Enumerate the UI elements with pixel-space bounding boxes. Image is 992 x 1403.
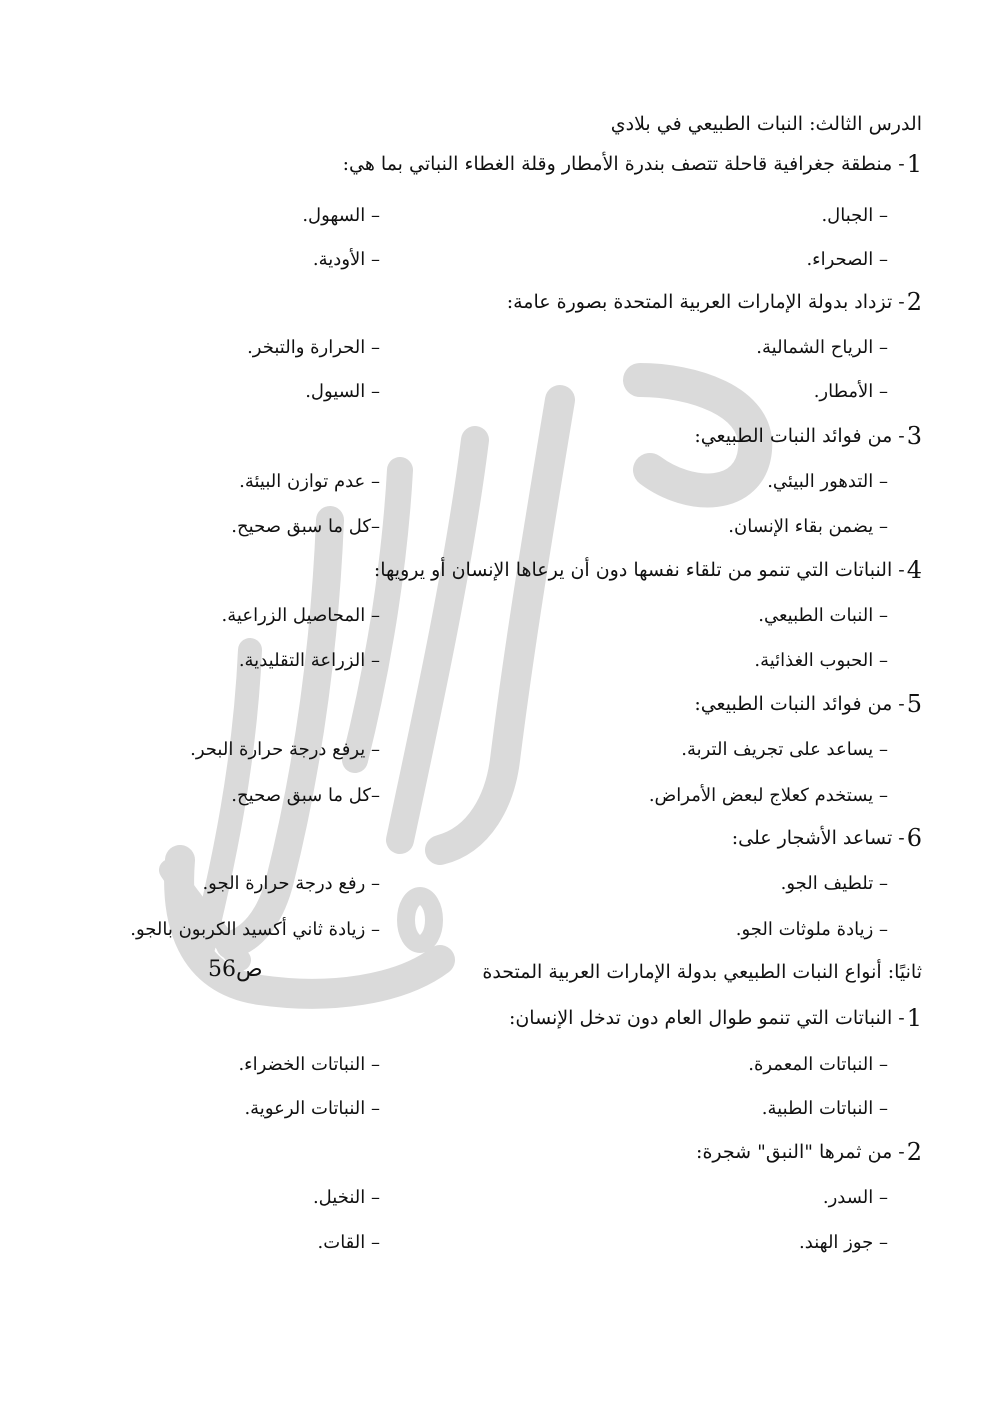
option: – زيادة ملوثات الجو. (735, 919, 888, 940)
question-6 (732, 826, 922, 850)
question-number: 3 (906, 422, 922, 450)
question-5 (694, 692, 922, 716)
option: – النبات الطبيعي. (758, 605, 888, 626)
option: – الحبوب الغذائية. (754, 650, 888, 671)
section-heading: ثانيًا: أنواع النبات الطبيعي بدولة الإمارات العربية المتحدة (482, 961, 922, 983)
question-1 (343, 152, 922, 176)
option: – السهول. (302, 205, 380, 226)
question-number: 5 (906, 690, 922, 718)
option: – يستخدم كعلاج لبعض الأمراض. (648, 785, 888, 806)
option: – النباتات الخضراء. (238, 1054, 380, 1075)
option: – يضمن بقاء الإنسان. (728, 516, 888, 537)
question-text: - تساعد الأشجار على: (731, 827, 905, 849)
option: – المحاصيل الزراعية. (221, 605, 380, 626)
option: – السدر. (822, 1187, 888, 1208)
option: – الجبال. (821, 205, 888, 226)
option: – الصحراء. (806, 249, 888, 270)
option: – رفع درجة حرارة الجو. (202, 873, 380, 894)
option: –كل ما سبق صحيح. (231, 516, 380, 537)
option: – الرياح الشمالية. (756, 337, 888, 358)
option: –كل ما سبق صحيح. (231, 785, 380, 806)
option: – النباتات الطبية. (761, 1098, 888, 1119)
option: – النباتات الرعوية. (244, 1098, 380, 1119)
page-title: الدرس الثالث: النبات الطبيعي في بلادي (610, 113, 922, 135)
question-text: - تزداد بدولة الإمارات العربية المتحدة بصورة عامة: (506, 291, 905, 313)
question-text: - النباتات التي تنمو من تلقاء نفسها دون أن يرعاها الإنسان أو يرويها: (373, 559, 905, 581)
option: – السيول. (305, 381, 380, 402)
option: – الأمطار. (813, 381, 888, 402)
question-number: 2 (906, 288, 922, 316)
option: – النخيل. (312, 1187, 380, 1208)
option: – الحرارة والتبخر. (247, 337, 380, 358)
option: – يساعد على تجريف التربة. (681, 739, 888, 760)
question-text: - من فوائد النبات الطبيعي: (694, 425, 905, 447)
question-text: - النباتات التي تنمو طوال العام دون تدخل الإنسان: (508, 1007, 905, 1029)
question-text: - من ثمرها "النبق" شجرة: (696, 1141, 905, 1163)
option: – يرفع درجة حرارة البحر. (190, 739, 380, 760)
option: – النباتات المعمرة. (748, 1054, 888, 1075)
option: – القات. (317, 1232, 380, 1253)
option: – عدم توازن البيئة. (239, 471, 380, 492)
section2-question-2 (696, 1140, 922, 1164)
question-number: 6 (906, 824, 922, 852)
option: – التدهور البيئي. (767, 471, 888, 492)
question-number: 1 (906, 150, 922, 178)
option: – جوز الهند. (799, 1232, 888, 1253)
section2-question-1 (509, 1006, 922, 1030)
question-number: 4 (906, 556, 922, 584)
option: – زيادة ثاني أكسيد الكربون بالجو. (130, 919, 380, 940)
question-number: 1 (906, 1004, 922, 1032)
question-4 (374, 558, 922, 582)
page-reference: ص56 (208, 957, 263, 982)
question-text: - من فوائد النبات الطبيعي: (694, 693, 905, 715)
question-2 (507, 290, 922, 314)
option: – الزراعة التقليدية. (238, 650, 380, 671)
option: – الأودية. (312, 249, 380, 270)
question-text: - منطقة جغرافية قاحلة تتصف بندرة الأمطار وقلة الغطاء النباتي بما هي: (342, 153, 905, 175)
question-3 (694, 424, 922, 448)
question-number: 2 (906, 1138, 922, 1166)
option: – تلطيف الجو. (780, 873, 888, 894)
